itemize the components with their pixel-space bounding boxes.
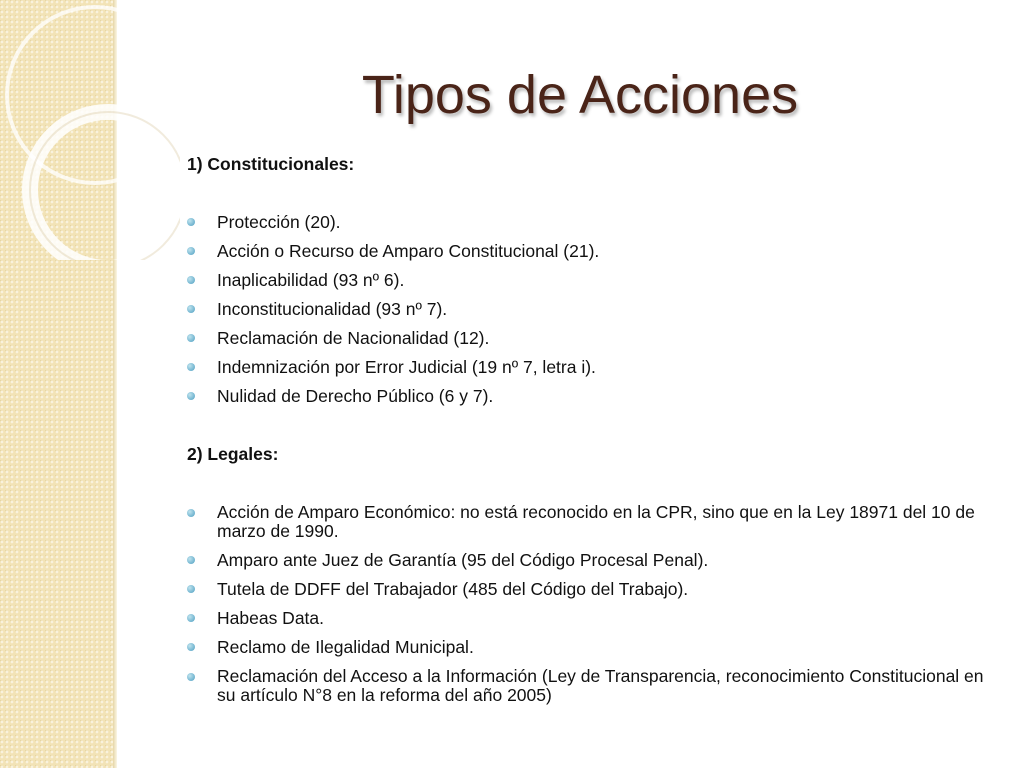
list-item [187, 382, 987, 411]
legales-list [187, 498, 987, 710]
bullet-icon [187, 334, 195, 342]
list-item [187, 324, 987, 353]
list-item [187, 266, 987, 295]
section-heading-legales: 2) Legales: [187, 444, 279, 464]
spacer [187, 179, 987, 208]
list-item-text: Protección (20). [217, 212, 341, 232]
bullet-icon [187, 247, 195, 255]
list-item [187, 662, 987, 710]
list-item [187, 546, 987, 575]
bullet-icon [187, 556, 195, 564]
list-item [187, 237, 987, 266]
list-item-text: Reclamación del Acceso a la Información (Ley de Transparencia, reconocimiento Constitucional en su artículo N°8 en la reforma del año 2005) [217, 666, 984, 705]
bullet-icon [187, 643, 195, 651]
bullet-icon [187, 509, 195, 517]
list-item-text: Inaplicabilidad (93 nº 6). [217, 270, 405, 290]
list-item-text: Acción o Recurso de Amparo Constitucional (21). [217, 241, 600, 261]
bullet-icon [187, 218, 195, 226]
list-item [187, 208, 987, 237]
list-item [187, 633, 987, 662]
list-item-text: Inconstitucionalidad (93 nº 7). [217, 299, 448, 319]
bullet-icon [187, 392, 195, 400]
bullet-icon [187, 276, 195, 284]
list-item-text: Reclamo de Ilegalidad Municipal. [217, 637, 474, 657]
slide-title: Tipos de Acciones [361, 65, 799, 125]
bullet-icon [187, 673, 195, 681]
list-item [187, 575, 987, 604]
list-item-text: Reclamación de Nacionalidad (12). [217, 328, 490, 348]
list-item [187, 604, 987, 633]
list-item-text: Tutela de DDFF del Trabajador (485 del Código del Trabajo). [217, 579, 689, 599]
bullet-icon [187, 305, 195, 313]
list-item-text: Habeas Data. [217, 608, 325, 628]
list-item [187, 498, 987, 546]
spacer [187, 469, 987, 498]
bullet-icon [187, 585, 195, 593]
list-item-text: Nulidad de Derecho Público (6 y 7). [217, 386, 494, 406]
section-heading-constitucionales: 1) Constitucionales: [187, 154, 355, 174]
list-item-text: Indemnización por Error Judicial (19 nº 7, letra i). [217, 357, 596, 377]
bullet-icon [187, 614, 195, 622]
list-item [187, 295, 987, 324]
slide-content [187, 150, 987, 710]
bullet-icon [187, 363, 195, 371]
list-item [187, 353, 987, 382]
list-item-text: Amparo ante Juez de Garantía (95 del Código Procesal Penal). [217, 550, 709, 570]
constitucionales-list [187, 208, 987, 411]
spacer [187, 411, 987, 440]
decorative-rings [0, 0, 180, 260]
list-item-text: Acción de Amparo Económico: no está reconocido en la CPR, sino que en la Ley 18971 del 10 de marzo de 1990. [217, 502, 975, 541]
